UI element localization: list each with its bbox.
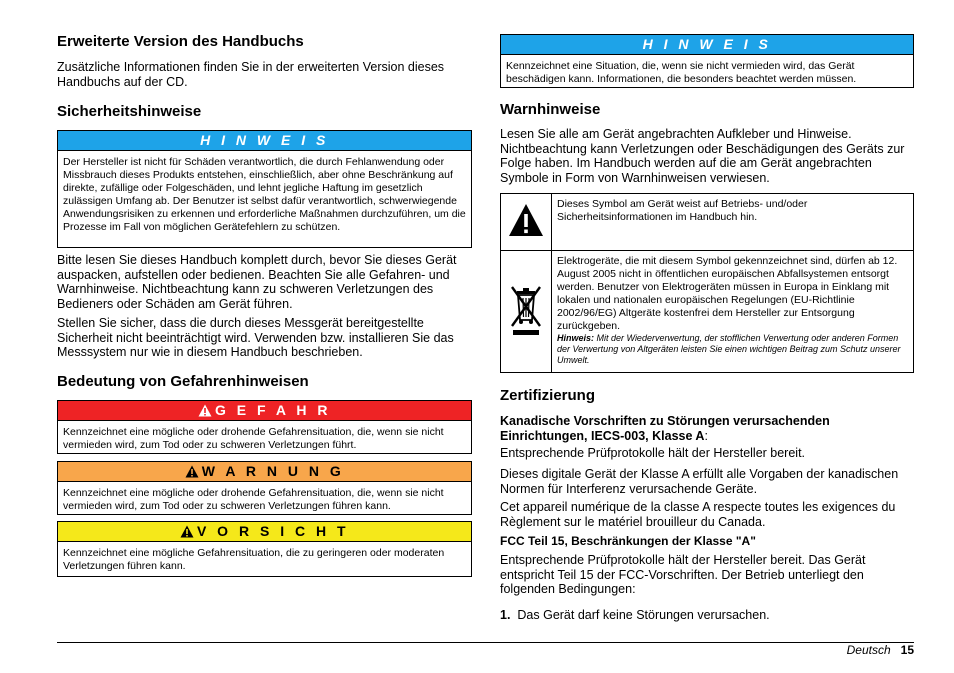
danger-title: G E F A H R: [214, 402, 332, 418]
paragraph-extended-manual: Zusätzliche Informationen finden Sie in der erweiterten Version dieses Handbuchs auf der CD.: [57, 60, 445, 89]
notice-text: Der Hersteller ist nicht für Schäden verantwortlich, die durch Fehlanwendung oder Missbrauch dieses Produkts entstehen, einschließlich, aber ohne Beschränkung auf direkte, zufällige oder Folgeschäden, und lehnt jegliche Haftung im gesetzlich zulässigen Umfang ab. Der Benutzer ist selbst dafür verantwortlich, schwerwiegende Anwendungsrisiken zu erkennen und erforderliche Maßnahmen durchzuführen, um die Prozesse im Fall von möglichen Gerätefehlern zu schützen.: [63, 156, 466, 233]
page-footer: [847, 643, 914, 657]
heading-extended-manual: Erweiterte Version des Handbuchs: [57, 33, 304, 50]
warning-text: Kennzeichnet eine mögliche oder drohende Gefahrensituation, die, wenn sie nicht vermieden wird, zum Tod oder zu schweren Verletzungen führen kann.: [63, 487, 444, 512]
symbol-cell: [501, 251, 552, 373]
paragraph-digital-device: Dieses digitale Gerät der Klasse A erfüllt alle Vorgaben der kanadischen Normen für Interferenz verursachende Geräte.: [500, 467, 899, 496]
paragraph-french: Cet appareil numérique de la classe A respecte toutes les exigences du Règlement sur le matériel brouilleur du Canada.: [500, 500, 896, 529]
caution-header: [58, 522, 471, 542]
danger-header: [58, 401, 471, 421]
canada-title-text: Kanadische Vorschriften zu Störungen verursachenden Einrichtungen, IECS-003, Klasse A: [500, 414, 830, 443]
page-number: 15: [900, 643, 914, 657]
weee-note: [557, 333, 908, 366]
paragraph-warnings: Lesen Sie alle am Gerät angebrachten Aufkleber und Hinweise. Nichtbeachtung kann Verletzungen oder Beschädigungen des Geräts zur Folge haben. Im Handbuch werden auf die am Gerät angebrachten Symbole in Form von Warnhinweisen verwiesen.: [500, 127, 905, 185]
warning-triangle-icon: [185, 465, 199, 478]
note-label: Hinweis:: [557, 333, 595, 343]
symbol-description-weee: [552, 251, 914, 373]
note-text: Mit der Wiederverwertung, der stofflichen Verwertung oder anderen Formen der Verwertung von Altgeräten leisten Sie einen wichtigen Beitrag zum Schutz unserer Umwelt.: [557, 333, 901, 365]
danger-box: [57, 400, 472, 454]
fcc-title: FCC Teil 15, Beschränkungen der Klasse "A": [500, 534, 756, 548]
warning-triangle-icon: [180, 525, 194, 538]
notice-box-device-damage: [500, 34, 914, 88]
table-row: [501, 194, 914, 251]
caution-box: [57, 521, 472, 577]
paragraph-protocols: Entsprechende Prüfprotokolle hält der Hersteller bereit.: [500, 446, 806, 460]
heading-certification: Zertifizierung: [500, 387, 596, 404]
warning-title: W A R N U N G: [201, 463, 345, 479]
list-number: 1.: [500, 608, 511, 622]
symbol-table: [500, 193, 914, 373]
notice-header: H I N W E I S: [501, 35, 913, 55]
warning-triangle-icon: [508, 203, 544, 237]
footer-language: Deutsch: [846, 643, 891, 657]
heading-hazard-meaning: Bedeutung von Gefahrenhinweisen: [57, 373, 309, 390]
warning-header: [58, 462, 471, 482]
list-text: Das Gerät darf keine Störungen verursachen.: [517, 608, 770, 622]
list-item: [500, 608, 912, 623]
warning-triangle-icon: [198, 404, 212, 417]
warning-box: [57, 461, 472, 515]
danger-text: Kennzeichnet eine mögliche oder drohende Gefahrensituation, die, wenn sie nicht vermieden wird, zum Tod oder zu schweren Verletzungen führt.: [63, 426, 444, 451]
symbol-cell: [501, 194, 552, 251]
heading-warnings: Warnhinweise: [500, 101, 601, 118]
notice-box-liability: [57, 130, 472, 248]
caution-title: V O R S I C H T: [196, 523, 350, 539]
canada-title: [500, 414, 912, 443]
heading-safety: Sicherheitshinweise: [57, 103, 202, 120]
caution-text: Kennzeichnet eine mögliche Gefahrensituation, die zu geringeren oder moderaten Verletzungen führen kann.: [63, 547, 445, 572]
symbol-description: Dieses Symbol am Gerät weist auf Betriebs- und/oder Sicherheitsinformationen im Handbuch hin.: [552, 194, 914, 251]
paragraph-ensure-safety: Stellen Sie sicher, dass die durch dieses Messgerät bereitgestellte Sicherheit nicht beeinträchtigt wird. Verwenden bzw. installieren Sie das Messsystem nur wie in diesem Handbuch beschrieben.: [57, 316, 454, 359]
paragraph-fcc: Entsprechende Prüfprotokolle hält der Hersteller bereit. Das Gerät entspricht Teil 15 der FCC-Vorschriften. Der Betrieb unterliegt den folgenden Bedingungen:: [500, 553, 866, 596]
table-row: [501, 251, 914, 373]
notice-text: Kennzeichnet eine Situation, die, wenn sie nicht vermieden wird, das Gerät beschädigen kann. Informationen, die besonders beachtet werden müssen.: [506, 60, 857, 85]
weee-text: Elektrogeräte, die mit diesem Symbol gekennzeichnet sind, dürfen ab 12. August 2005 nicht in öffentlichen europäischen Abfallsystemen entsorgt werden. Benutzer von Elektrogeräten müssen in Europa in Einklang mit lokalen und nationalen europäischen Regelungen (EU-Richtlinie 2002/96/EG) Altgeräte kostenfrei dem Hersteller zur Entsorgung zurückgeben.: [557, 255, 898, 332]
footer-divider: [57, 642, 914, 643]
canada-title-colon: :: [704, 428, 708, 443]
paragraph-read-manual: Bitte lesen Sie dieses Handbuch komplett durch, bevor Sie dieses Gerät auspacken, aufstellen oder bedienen. Beachten Sie alle Gefahren- und Warnhinweise. Nichtbeachtung kann zu schweren Verletzungen des Bedieners oder Schäden am Gerät führen.: [57, 253, 457, 311]
weee-bin-icon: [509, 282, 543, 338]
notice-header: H I N W E I S: [58, 131, 471, 151]
